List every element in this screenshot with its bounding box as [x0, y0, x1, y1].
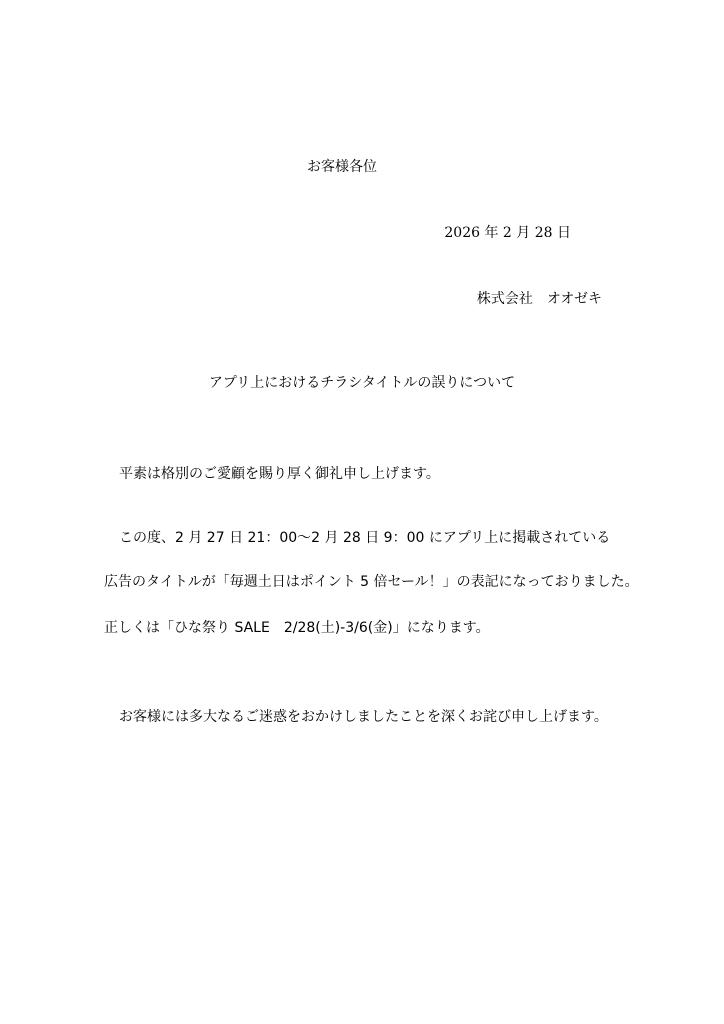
- body-line: 正しくは「ひな祭り SALE 2/28(土)-3/6(金)」になります。: [104, 620, 490, 636]
- letter-date: 2026 年 2 月 28 日: [444, 225, 571, 241]
- apology-paragraph: お客様には多大なるご迷惑をおかけしましたことを深くお詫び申し上げます。: [119, 709, 608, 725]
- body-line: この度、2 月 27 日 21：00～2 月 28 日 9：00 にアプリ上に掲載されている: [119, 530, 611, 546]
- body-line: 広告のタイトルが「毎週土日はポイント 5 倍セール！」の表記になっておりました。: [104, 574, 639, 590]
- company-name: 株式会社 オオゼキ: [476, 291, 602, 307]
- greeting-paragraph: 平素は格別のご愛顧を賜り厚く御礼申し上げます。: [119, 466, 440, 482]
- salutation: お客様各位: [307, 159, 377, 175]
- notice-subject: アプリ上におけるチラシタイトルの誤りについて: [208, 375, 516, 391]
